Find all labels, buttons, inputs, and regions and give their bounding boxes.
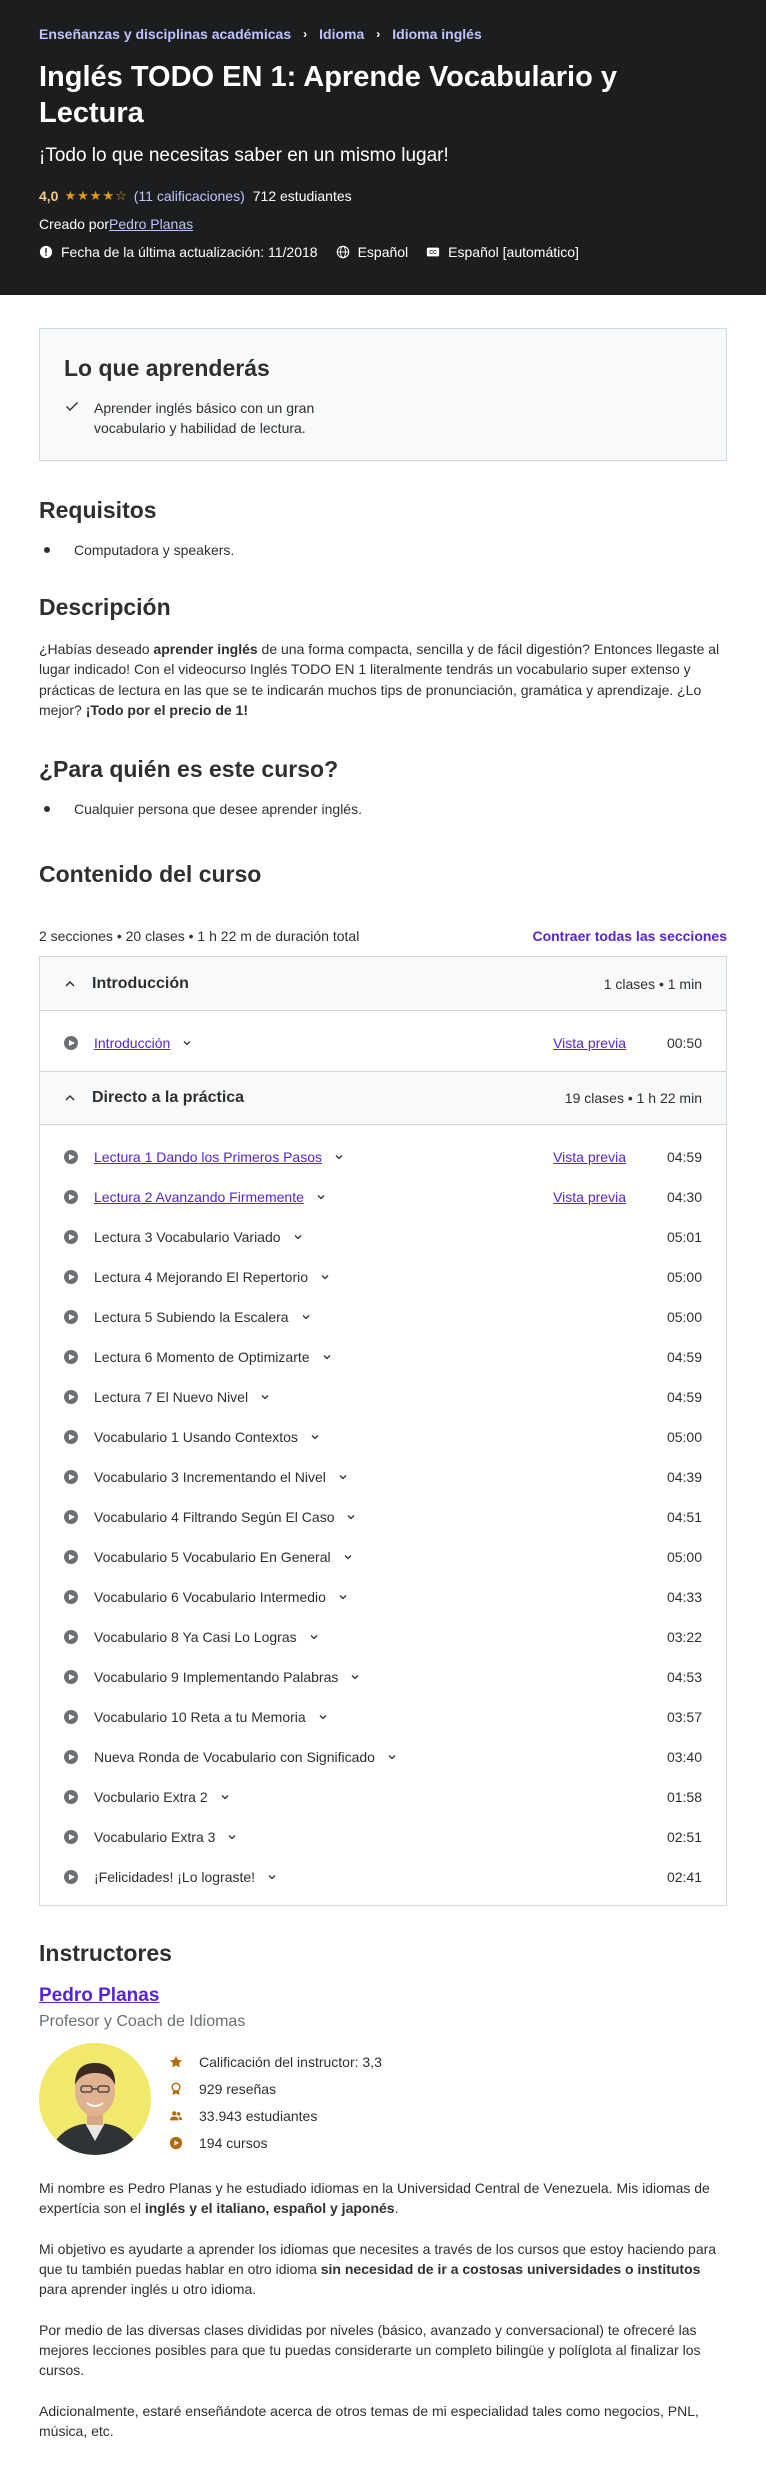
- play-circle-icon: [64, 1870, 78, 1884]
- section-header[interactable]: [40, 1071, 726, 1125]
- lecture-right: [666, 1869, 702, 1885]
- lecture-duration: 02:51: [666, 1829, 702, 1846]
- learn-item: [64, 398, 334, 439]
- lecture-duration: 04:59: [666, 1389, 702, 1406]
- lecture-duration: 03:22: [666, 1629, 702, 1646]
- creator-link[interactable]: Pedro Planas: [109, 216, 194, 233]
- breadcrumb: [39, 26, 727, 42]
- chevron-up-icon: [64, 1092, 76, 1104]
- description-bold: aprender inglés: [153, 641, 258, 657]
- chevron-down-icon[interactable]: [267, 1872, 277, 1882]
- instructor-profile: [39, 2043, 727, 2156]
- lecture-left: [64, 1669, 360, 1685]
- learn-item-text: Aprender inglés básico con un gran vocabulario y habilidad de lectura.: [94, 400, 315, 437]
- star-filled-icon: ★: [89, 188, 103, 204]
- bio-bold: sin necesidad de ir a costosas universidades o institutos: [320, 2261, 701, 2278]
- play-circle-icon: [64, 1750, 78, 1764]
- section-header-left: [64, 975, 189, 993]
- rating-count-link[interactable]: (11 calificaciones): [133, 188, 245, 205]
- lecture-row: [64, 1657, 702, 1697]
- course-content-meta: [39, 928, 727, 944]
- created-by-label: Creado por: [39, 216, 110, 233]
- lecture-row: [64, 1497, 702, 1537]
- lecture-row: [64, 1417, 702, 1457]
- chevron-down-icon[interactable]: [316, 1192, 326, 1202]
- chevron-right-icon: ›: [376, 27, 381, 41]
- chevron-up-icon: [64, 978, 76, 990]
- breadcrumb-link-idioma-ingles[interactable]: Idioma inglés: [392, 26, 482, 42]
- lecture-row: [64, 1697, 702, 1737]
- lecture-right: [666, 1509, 702, 1525]
- lecture-right: [666, 1669, 702, 1685]
- lecture-title: Nueva Ronda de Vocabulario con Significado: [94, 1749, 375, 1766]
- bio-bold: inglés y el italiano, español y japonés: [144, 2200, 395, 2217]
- lecture-row: [64, 1857, 702, 1897]
- lecture-left: [64, 1269, 330, 1285]
- play-circle-icon: [64, 1230, 78, 1244]
- globe-icon: [336, 245, 350, 259]
- chevron-down-icon[interactable]: [322, 1352, 332, 1362]
- lecture-row: [64, 1617, 702, 1657]
- play-circle-icon: [64, 1550, 78, 1564]
- chevron-down-icon[interactable]: [346, 1512, 356, 1522]
- lecture-row: [64, 1337, 702, 1377]
- instructor-bio: [39, 2178, 727, 2441]
- lecture-row: [64, 1457, 702, 1497]
- lecture-right: [666, 1549, 702, 1565]
- lecture-row: [64, 1777, 702, 1817]
- rating-stars: [64, 188, 127, 204]
- chevron-down-icon[interactable]: [318, 1712, 328, 1722]
- lecture-left: [64, 1829, 237, 1845]
- lecture-duration: 05:00: [666, 1309, 702, 1326]
- lecture-right: [666, 1349, 702, 1365]
- students-count: 712 estudiantes: [252, 188, 352, 205]
- lecture-list: [40, 1011, 726, 1071]
- chevron-down-icon[interactable]: [320, 1272, 330, 1282]
- breadcrumb-link-ensenanzas[interactable]: Enseñanzas y disciplinas académicas: [39, 26, 292, 42]
- lecture-title: Vocabulario Extra 3: [94, 1829, 216, 1846]
- play-circle-icon: [64, 1510, 78, 1524]
- lecture-left: [64, 1509, 356, 1525]
- play-circle-icon: [64, 1350, 78, 1364]
- lecture-row: [64, 1377, 702, 1417]
- lecture-duration: 04:59: [666, 1149, 702, 1166]
- instructor-stat: [169, 2129, 382, 2156]
- star-filled-icon: ★: [77, 188, 90, 204]
- play-circle-icon: [64, 1470, 78, 1484]
- lecture-duration: 05:00: [666, 1269, 702, 1286]
- play-circle-icon: [64, 1830, 78, 1844]
- star-filled-icon: ★: [102, 188, 116, 204]
- lecture-right: [666, 1589, 702, 1605]
- requirements-heading: Requisitos: [39, 497, 157, 523]
- description-part: de una forma compacta, sencilla y de fácil digestión? Entonces llegaste al lugar indicado! Con el videocurso Inglés TODO EN 1 literalmente tendrás un vocabulario super extenso y prácticas de lectura en las que se te indicarán muchos tips de pronunciación, gramática y aprendizaje. ¿Lo mejor?: [39, 641, 720, 718]
- bio-part: .: [394, 2200, 399, 2217]
- lecture-right: [553, 1149, 702, 1165]
- users-icon: [169, 2109, 183, 2123]
- lecture-row: [64, 1177, 702, 1217]
- instructors-heading: Instructores: [39, 1940, 172, 1967]
- lecture-duration: 04:51: [666, 1509, 702, 1526]
- award-icon: [169, 2082, 183, 2096]
- play-circle-icon: [64, 1790, 78, 1804]
- course-title: Inglés TODO EN 1: Aprende Vocabulario y Lectura: [39, 61, 617, 130]
- last-updated-text: Fecha de la última actualización: 11/2018: [61, 244, 318, 261]
- lecture-duration: 01:58: [666, 1789, 702, 1806]
- audience-heading: ¿Para quién es este curso?: [39, 756, 339, 783]
- section-name: Introducción: [92, 974, 189, 992]
- lecture-right: [666, 1469, 702, 1485]
- preview-link[interactable]: Vista previa: [553, 1149, 626, 1166]
- lecture-title: Vocbulario Extra 2: [94, 1789, 208, 1806]
- chevron-down-icon[interactable]: [227, 1832, 237, 1842]
- lecture-row: [64, 1537, 702, 1577]
- play-circle-icon: [64, 1630, 78, 1644]
- course-content-summary: 2 secciones • 20 clases • 1 h 22 m de duración total: [39, 928, 360, 945]
- course-captions-text: Español [automático]: [448, 244, 579, 261]
- section-name: Directo a la práctica: [92, 1089, 245, 1107]
- lecture-left: [64, 1589, 348, 1605]
- course-subtitle: ¡Todo lo que necesitas saber en un mismo lugar!: [39, 144, 449, 166]
- created-by: [39, 216, 727, 232]
- play-circle-icon: [169, 2136, 183, 2150]
- breadcrumb-link-idioma[interactable]: Idioma: [319, 26, 365, 42]
- svg-text:CC: CC: [429, 250, 437, 257]
- instructor-stat-text: 33.943 estudiantes: [199, 2107, 318, 2124]
- audience-list: [39, 801, 727, 817]
- lecture-duration: 04:30: [666, 1189, 702, 1206]
- lecture-left: [64, 1549, 353, 1565]
- lecture-duration: 03:57: [666, 1709, 702, 1726]
- lecture-title: Vocabulario 8 Ya Casi Lo Logras: [94, 1629, 297, 1646]
- collapse-all-sections-button[interactable]: Contraer todas las secciones: [532, 928, 727, 945]
- lecture-title[interactable]: Lectura 2 Avanzando Firmemente: [94, 1189, 304, 1206]
- last-updated: [39, 244, 318, 260]
- lecture-title: Lectura 6 Momento de Optimizarte: [94, 1349, 310, 1366]
- instructor-stat: [169, 2102, 382, 2129]
- play-circle-icon: [64, 1150, 78, 1164]
- lecture-title[interactable]: Lectura 1 Dando los Primeros Pasos: [94, 1149, 322, 1166]
- lecture-title: Vocabulario 1 Usando Contextos: [94, 1429, 298, 1446]
- lecture-row: [64, 1023, 702, 1063]
- bio-part: Mi objetivo es ayudarte a aprender los idiomas que necesites a través de los cursos que estoy haciendo para que tu también puedas hablar en otro idioma: [39, 2240, 717, 2278]
- description-bold: ¡Todo por el precio de 1!: [85, 701, 248, 718]
- lecture-title: Lectura 7 El Nuevo Nivel: [94, 1389, 249, 1406]
- course-language-text: Español: [357, 244, 409, 261]
- course-language: [336, 244, 409, 260]
- play-circle-icon: [64, 1390, 78, 1404]
- section-info: 1 clases • 1 min: [603, 975, 702, 992]
- lecture-left: [64, 1709, 328, 1725]
- course-main: [0, 328, 766, 2441]
- list-item: Computadora y speakers.: [44, 542, 727, 558]
- rating-row: [39, 188, 727, 204]
- play-circle-icon: [64, 1710, 78, 1724]
- lecture-right: [666, 1789, 702, 1805]
- lecture-title: Lectura 3 Vocabulario Variado: [94, 1229, 281, 1246]
- lecture-left: [64, 1149, 344, 1165]
- chevron-down-icon[interactable]: [182, 1038, 192, 1048]
- lecture-title: Vocabulario 10 Reta a tu Memoria: [94, 1709, 306, 1726]
- lecture-title: Lectura 5 Subiendo la Escalera: [94, 1309, 289, 1326]
- play-circle-icon: [64, 1270, 78, 1284]
- lecture-row: [64, 1737, 702, 1777]
- lecture-left: [64, 1035, 192, 1051]
- bio-paragraph: Adicionalmente, estaré enseñándote acerca de otros temas de mi especialidad tales como negocios, PNL, música, etc.: [39, 2402, 699, 2439]
- lecture-left: [64, 1429, 320, 1445]
- chevron-down-icon[interactable]: [293, 1232, 303, 1242]
- requirements-list: [39, 542, 727, 558]
- bio-part: para aprender inglés u otro idioma.: [39, 2281, 257, 2298]
- lecture-right: [553, 1035, 702, 1051]
- lecture-duration: 04:59: [666, 1349, 702, 1366]
- lecture-right: [666, 1229, 702, 1245]
- bio-paragraph: Por medio de las diversas clases divididas por niveles (básico, avanzado y conversacional) te ofreceré las mejores lecciones posibles para que tu puedas considerarte un completo bilingüe y políglota al finalizar los cursos.: [39, 2321, 701, 2379]
- section-info: 19 clases • 1 h 22 min: [564, 1090, 702, 1107]
- section-header[interactable]: [40, 957, 726, 1011]
- star-icon: [169, 2055, 183, 2069]
- preview-link[interactable]: Vista previa: [553, 1189, 626, 1206]
- chevron-down-icon[interactable]: [334, 1152, 344, 1162]
- course-header: [0, 0, 766, 295]
- instructor-stat: [169, 2048, 382, 2075]
- course-meta: [39, 244, 727, 260]
- bio-part: Mi nombre es Pedro Planas y he estudiado idiomas en la Universidad Central de Venezuela. Mis idiomas de expertícia son el: [39, 2180, 710, 2217]
- lecture-right: [666, 1309, 702, 1325]
- lecture-row: [64, 1577, 702, 1617]
- lecture-right: [666, 1269, 702, 1285]
- instructor-stats: [169, 2048, 382, 2156]
- lecture-right: [666, 1629, 702, 1645]
- alert-badge-icon: [39, 245, 53, 259]
- bio-paragraph: [39, 2239, 727, 2300]
- description-heading: Descripción: [39, 594, 171, 620]
- lecture-title: Vocabulario 6 Vocabulario Intermedio: [94, 1589, 326, 1606]
- lecture-left: [64, 1189, 326, 1205]
- lecture-title: Vocabulario 3 Incrementando el Nivel: [94, 1469, 326, 1486]
- instructor-stat-text: 929 reseñas: [199, 2080, 277, 2097]
- chevron-down-icon[interactable]: [387, 1752, 397, 1762]
- lecture-left: [64, 1309, 311, 1325]
- lecture-left: [64, 1869, 277, 1885]
- preview-link[interactable]: Vista previa: [553, 1035, 626, 1052]
- play-circle-icon: [64, 1310, 78, 1324]
- lecture-left: [64, 1229, 303, 1245]
- lecture-row: [64, 1137, 702, 1177]
- check-icon: [64, 398, 80, 414]
- chevron-down-icon[interactable]: [338, 1472, 348, 1482]
- play-circle-icon: [64, 1670, 78, 1684]
- description-part: ¿Habías deseado: [39, 641, 154, 657]
- lecture-duration: 03:40: [666, 1749, 702, 1766]
- chevron-down-icon[interactable]: [309, 1632, 319, 1642]
- instructor-stat-text: 194 cursos: [199, 2134, 268, 2151]
- lecture-left: [64, 1349, 332, 1365]
- play-circle-icon: [64, 1036, 78, 1050]
- lecture-title: Vocabulario 9 Implementando Palabras: [94, 1669, 339, 1686]
- course-captions: [426, 244, 579, 260]
- lecture-duration: 05:01: [666, 1229, 702, 1246]
- lecture-duration: 00:50: [666, 1035, 702, 1052]
- chevron-right-icon: ›: [303, 27, 308, 41]
- lecture-row: [64, 1817, 702, 1857]
- chevron-down-icon[interactable]: [310, 1432, 320, 1442]
- chevron-down-icon[interactable]: [260, 1392, 270, 1402]
- play-circle-icon: [64, 1190, 78, 1204]
- lecture-title[interactable]: Introducción: [94, 1035, 171, 1052]
- closed-captions-icon: [426, 245, 440, 259]
- lecture-duration: 02:41: [666, 1869, 702, 1886]
- course-content-heading: Contenido del curso: [39, 861, 262, 888]
- rating-number: 4,0: [39, 188, 59, 205]
- play-circle-icon: [64, 1590, 78, 1604]
- what-you-learn-heading: Lo que aprenderás: [64, 355, 270, 381]
- bio-paragraph: [39, 2178, 727, 2219]
- lecture-row: [64, 1297, 702, 1337]
- list-item: Cualquier persona que desee aprender inglés.: [44, 801, 727, 817]
- chevron-down-icon[interactable]: [220, 1792, 230, 1802]
- lecture-left: [64, 1469, 348, 1485]
- instructor-stat: [169, 2075, 382, 2102]
- what-you-learn-box: [39, 328, 727, 461]
- star-empty-icon: ☆: [115, 188, 128, 204]
- instructor-title: Profesor y Coach de Idiomas: [39, 2013, 246, 2031]
- lecture-duration: 05:00: [666, 1429, 702, 1446]
- chevron-down-icon[interactable]: [343, 1552, 353, 1562]
- lecture-left: [64, 1389, 270, 1405]
- lecture-right: [666, 1829, 702, 1845]
- lecture-right: [553, 1189, 702, 1205]
- instructor-stat-text: Calificación del instructor: 3,3: [199, 2053, 382, 2070]
- chevron-down-icon[interactable]: [338, 1592, 348, 1602]
- description-text: [39, 639, 727, 720]
- lecture-right: [666, 1389, 702, 1405]
- section-header-left: [64, 1089, 244, 1107]
- curriculum: [39, 956, 727, 1906]
- lecture-right: [666, 1709, 702, 1725]
- lecture-right: [666, 1749, 702, 1765]
- lecture-left: [64, 1629, 319, 1645]
- lecture-title: ¡Felicidades! ¡Lo lograste!: [94, 1869, 256, 1886]
- instructor-name-link[interactable]: Pedro Planas: [39, 1985, 160, 2007]
- play-circle-icon: [64, 1430, 78, 1444]
- lecture-left: [64, 1789, 230, 1805]
- lecture-row: [64, 1217, 702, 1257]
- lecture-title: Lectura 4 Mejorando El Repertorio: [94, 1269, 309, 1286]
- lecture-list: [40, 1125, 726, 1905]
- lecture-duration: 04:53: [666, 1669, 702, 1686]
- chevron-down-icon[interactable]: [301, 1312, 311, 1322]
- star-filled-icon: ★: [64, 188, 78, 204]
- chevron-down-icon[interactable]: [350, 1672, 360, 1682]
- lecture-left: [64, 1749, 397, 1765]
- lecture-right: [666, 1429, 702, 1445]
- lecture-title: Vocabulario 5 Vocabulario En General: [94, 1549, 331, 1566]
- lecture-title: Vocabulario 4 Filtrando Según El Caso: [94, 1509, 335, 1526]
- lecture-duration: 04:39: [666, 1469, 702, 1486]
- lecture-row: [64, 1257, 702, 1297]
- person-avatar-icon: [39, 2043, 151, 2155]
- lecture-duration: 05:00: [666, 1549, 702, 1566]
- instructor-avatar[interactable]: [39, 2043, 151, 2155]
- lecture-duration: 04:33: [666, 1589, 702, 1606]
